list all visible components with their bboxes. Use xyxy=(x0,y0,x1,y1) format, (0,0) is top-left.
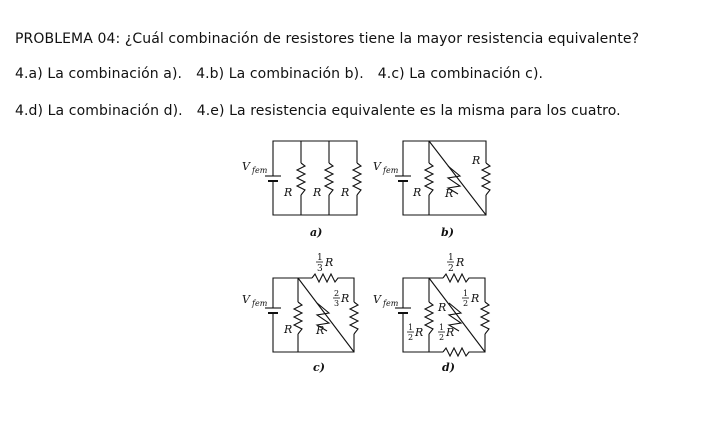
option-c: 4.c) La combinación c). xyxy=(377,66,544,82)
short-wire-b xyxy=(429,141,486,215)
option-d: 4.d) La combinación d). xyxy=(15,103,183,119)
svg-text:R: R xyxy=(341,292,350,305)
svg-text:2: 2 xyxy=(334,289,340,298)
svg-text:2: 2 xyxy=(448,264,454,274)
svg-text:R: R xyxy=(413,186,422,199)
svg-text:2: 2 xyxy=(408,333,414,342)
svg-text:R: R xyxy=(325,256,334,269)
svg-text:1: 1 xyxy=(448,253,454,263)
svg-text:R: R xyxy=(316,324,325,337)
problem-title: PROBLEMA 04: ¿Cuál combinación de resistores tiene la mayor resistencia equivalente? xyxy=(15,31,640,47)
option-a: 4.a) La combinación a). xyxy=(15,66,183,82)
svg-text:fem: fem xyxy=(252,166,268,175)
svg-text:R: R xyxy=(415,326,424,339)
svg-text:1: 1 xyxy=(463,289,469,298)
svg-text:3: 3 xyxy=(317,264,323,274)
svg-text:R: R xyxy=(446,326,455,339)
svg-text:R: R xyxy=(313,186,322,199)
circuit-c xyxy=(242,253,360,374)
svg-text:V: V xyxy=(242,160,250,173)
svg-text:R: R xyxy=(471,292,480,305)
option-e: 4.e) La resistencia equivalente es la misma para los cuatro. xyxy=(196,103,621,119)
svg-text:R: R xyxy=(284,186,293,199)
svg-text:fem: fem xyxy=(383,299,399,308)
svg-text:fem: fem xyxy=(252,299,268,308)
svg-text:R: R xyxy=(438,301,447,314)
circuit-a xyxy=(242,141,363,239)
circuit-d xyxy=(373,253,491,374)
caption-c: c) xyxy=(313,361,325,374)
svg-text:3: 3 xyxy=(334,299,340,308)
svg-text:V: V xyxy=(242,293,250,306)
svg-text:1: 1 xyxy=(317,253,323,263)
svg-text:1: 1 xyxy=(439,323,445,332)
svg-text:fem: fem xyxy=(383,166,399,175)
svg-text:R: R xyxy=(456,256,465,269)
svg-text:R: R xyxy=(341,186,350,199)
svg-text:2: 2 xyxy=(463,299,469,308)
svg-text:V: V xyxy=(373,160,381,173)
svg-text:1: 1 xyxy=(408,323,414,332)
svg-text:2: 2 xyxy=(439,333,445,342)
option-b: 4.b) La combinación b). xyxy=(196,66,364,82)
svg-text:R: R xyxy=(445,187,454,200)
caption-b: b) xyxy=(441,226,454,239)
circuit-b xyxy=(373,141,492,239)
caption-d: d) xyxy=(442,361,455,374)
svg-text:R: R xyxy=(284,323,293,336)
svg-text:R: R xyxy=(472,154,481,167)
caption-a: a) xyxy=(310,226,323,239)
svg-text:V: V xyxy=(373,293,381,306)
